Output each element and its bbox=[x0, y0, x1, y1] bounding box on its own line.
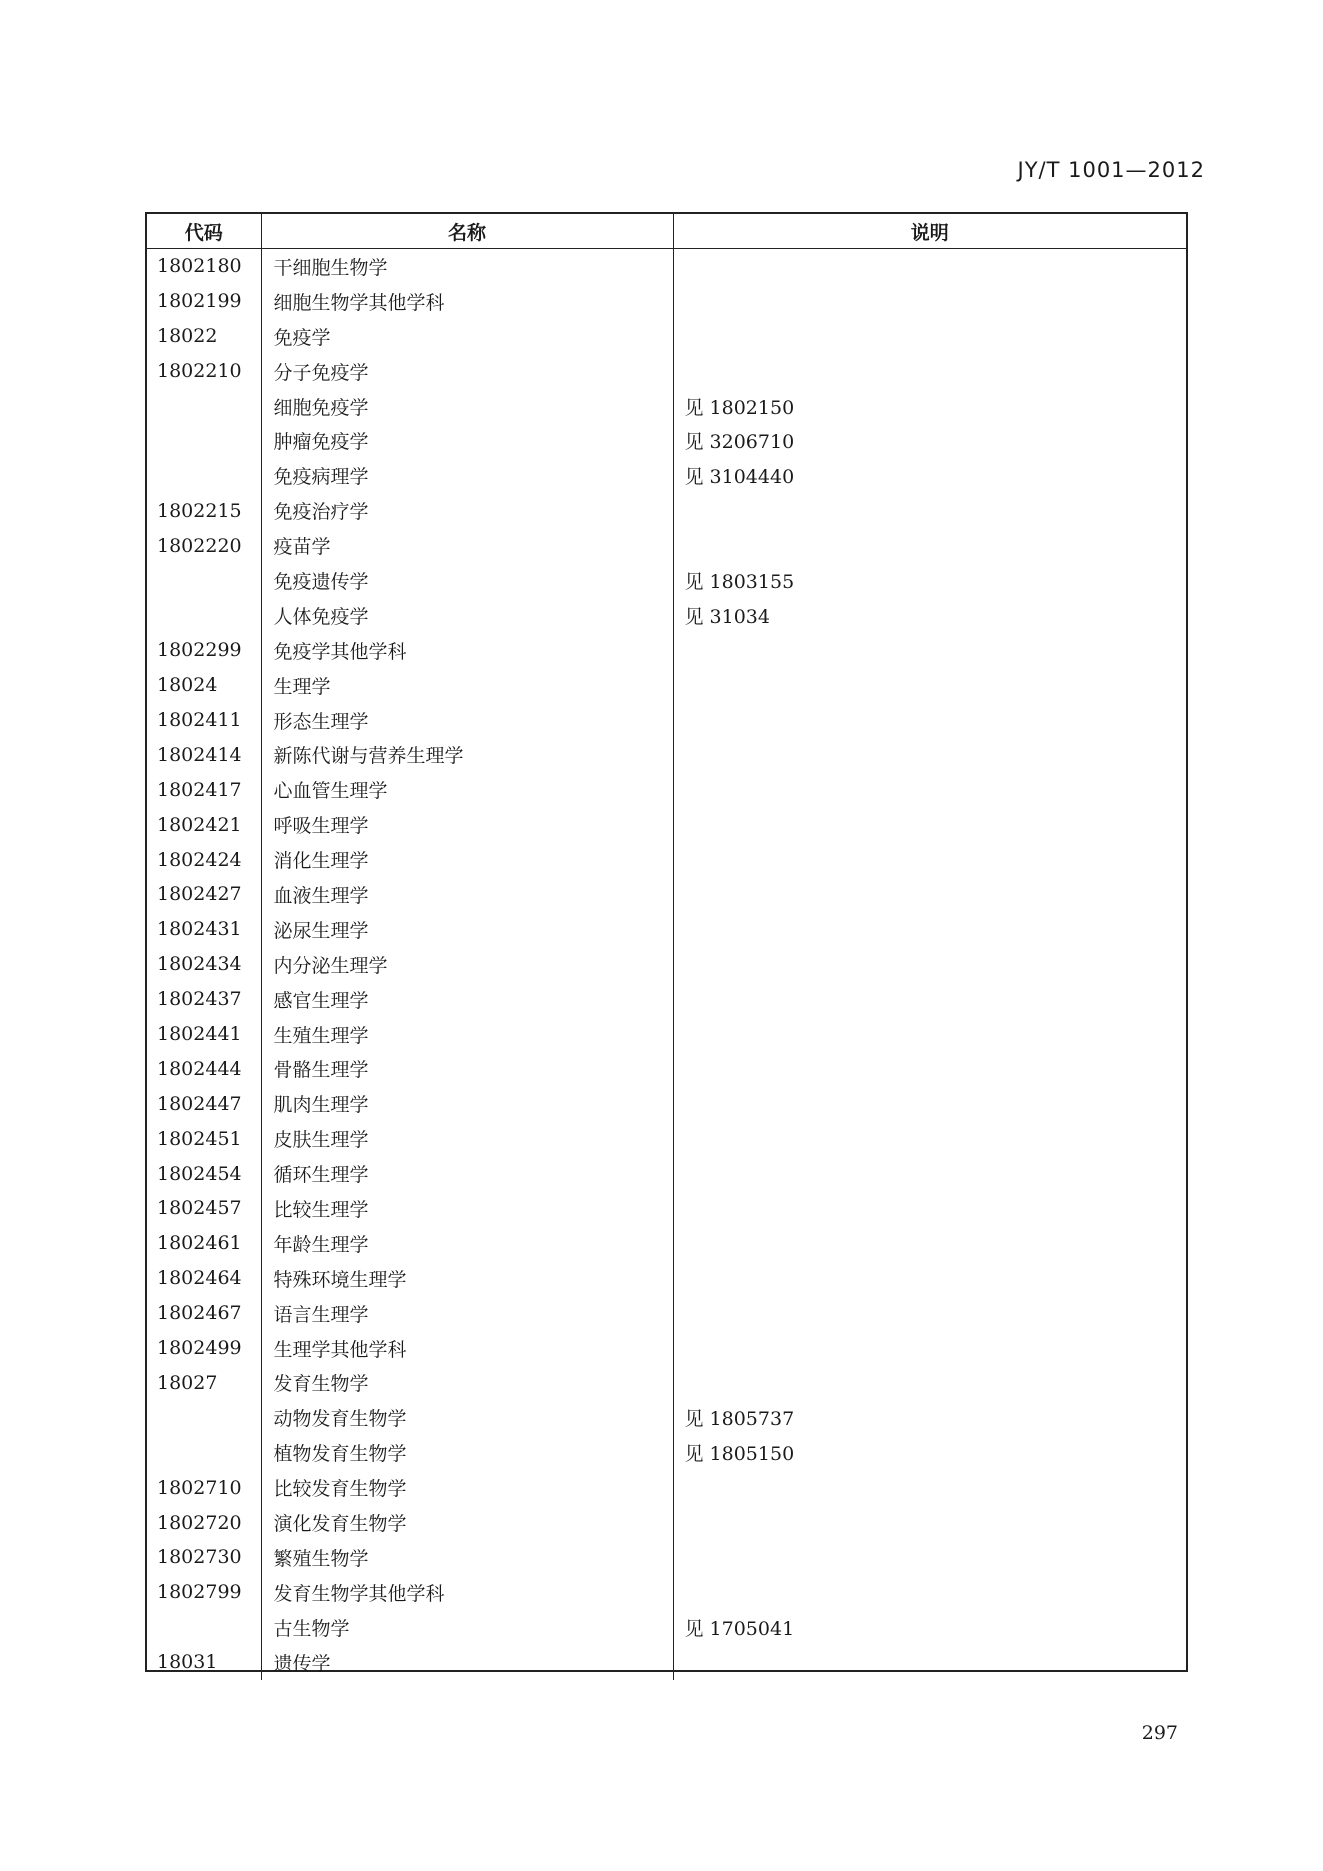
table-row bbox=[147, 598, 1186, 633]
cell-code: 1802215 bbox=[147, 493, 261, 528]
cell-code: 1802444 bbox=[147, 1051, 261, 1086]
cell-code: 1802180 bbox=[147, 249, 261, 284]
cell-name: 免疫治疗学 bbox=[261, 493, 673, 528]
table-row bbox=[147, 633, 1186, 668]
table-row bbox=[147, 493, 1186, 528]
column-header-note: 说明 bbox=[673, 214, 1186, 249]
cell-note bbox=[673, 1540, 1186, 1575]
cell-note bbox=[673, 1296, 1186, 1331]
cell-name: 遗传学 bbox=[261, 1645, 673, 1680]
cell-note: 见 1805150 bbox=[684, 1443, 795, 1466]
cell-name: 生理学 bbox=[261, 668, 673, 703]
cell-code: 1802424 bbox=[147, 842, 261, 877]
cell-code bbox=[147, 1435, 261, 1470]
cell-note bbox=[673, 1366, 1186, 1401]
standard-id: JY/T 1001—2012 bbox=[1017, 158, 1205, 182]
table-row bbox=[147, 807, 1186, 842]
table-row bbox=[147, 1505, 1186, 1540]
cell-note bbox=[673, 1121, 1186, 1156]
cell-name: 语言生理学 bbox=[261, 1296, 673, 1331]
cell-name: 免疫学其他学科 bbox=[261, 633, 673, 668]
cell-note bbox=[673, 493, 1186, 528]
cell-note bbox=[673, 912, 1186, 947]
cell-code: 1802441 bbox=[147, 1017, 261, 1052]
cell-code: 1802457 bbox=[147, 1191, 261, 1226]
table-row bbox=[147, 528, 1186, 563]
cell-name: 循环生理学 bbox=[261, 1156, 673, 1191]
cell-note bbox=[673, 737, 1186, 772]
cell-name: 特殊环境生理学 bbox=[261, 1261, 673, 1296]
cell-note bbox=[673, 1261, 1186, 1296]
cell-code bbox=[147, 458, 261, 493]
cell-name: 形态生理学 bbox=[261, 703, 673, 738]
cell-name: 细胞生物学其他学科 bbox=[261, 284, 673, 319]
cell-name: 比较生理学 bbox=[261, 1191, 673, 1226]
cell-name: 肌肉生理学 bbox=[261, 1086, 673, 1121]
table-row bbox=[147, 1575, 1186, 1610]
cell-name: 人体免疫学 bbox=[261, 598, 673, 633]
cell-code: 1802411 bbox=[147, 703, 261, 738]
table-row bbox=[147, 389, 1186, 424]
cell-note bbox=[673, 1645, 1186, 1680]
cell-name: 肿瘤免疫学 bbox=[261, 423, 673, 458]
cell-code: 1802431 bbox=[147, 912, 261, 947]
cell-name: 比较发育生物学 bbox=[261, 1470, 673, 1505]
cell-note bbox=[673, 1191, 1186, 1226]
cell-code: 1802464 bbox=[147, 1261, 261, 1296]
cell-code: 1802220 bbox=[147, 528, 261, 563]
cell-note bbox=[673, 1051, 1186, 1086]
cell-code: 1802421 bbox=[147, 807, 261, 842]
cell-note bbox=[673, 1086, 1186, 1121]
cell-code: 1802799 bbox=[147, 1575, 261, 1610]
table-row bbox=[147, 1400, 1186, 1435]
cell-note bbox=[673, 354, 1186, 389]
cell-name: 内分泌生理学 bbox=[261, 947, 673, 982]
cell-name: 细胞免疫学 bbox=[261, 389, 673, 424]
cell-name: 消化生理学 bbox=[261, 842, 673, 877]
cell-note bbox=[673, 633, 1186, 668]
cell-code: 1802454 bbox=[147, 1156, 261, 1191]
cell-name: 疫苗学 bbox=[261, 528, 673, 563]
cell-note: 见 3206710 bbox=[684, 431, 795, 454]
cell-name: 植物发育生物学 bbox=[261, 1435, 673, 1470]
cell-code: 18031 bbox=[147, 1645, 261, 1680]
cell-code: 1802427 bbox=[147, 877, 261, 912]
cell-note bbox=[673, 1017, 1186, 1052]
table-row bbox=[147, 1191, 1186, 1226]
cell-name: 泌尿生理学 bbox=[261, 912, 673, 947]
table-row bbox=[147, 1366, 1186, 1401]
cell-note: 见 1803155 bbox=[684, 570, 795, 593]
cell-name: 心血管生理学 bbox=[261, 772, 673, 807]
table-row bbox=[147, 737, 1186, 772]
cell-note bbox=[673, 703, 1186, 738]
cell-name: 动物发育生物学 bbox=[261, 1400, 673, 1435]
table-row bbox=[147, 563, 1186, 598]
table-header-row bbox=[147, 214, 1186, 249]
cell-name: 干细胞生物学 bbox=[261, 249, 673, 284]
table-row bbox=[147, 458, 1186, 493]
table-row bbox=[147, 1017, 1186, 1052]
cell-code: 1802417 bbox=[147, 772, 261, 807]
cell-code: 1802447 bbox=[147, 1086, 261, 1121]
cell-name: 免疫遗传学 bbox=[261, 563, 673, 598]
cell-note bbox=[673, 1226, 1186, 1261]
cell-name: 呼吸生理学 bbox=[261, 807, 673, 842]
cell-note bbox=[673, 249, 1186, 284]
table-row bbox=[147, 877, 1186, 912]
cell-code: 1802451 bbox=[147, 1121, 261, 1156]
cell-name: 生理学其他学科 bbox=[261, 1331, 673, 1366]
cell-code: 1802414 bbox=[147, 737, 261, 772]
table-row bbox=[147, 1331, 1186, 1366]
cell-note bbox=[673, 284, 1186, 319]
table-row bbox=[147, 1610, 1186, 1645]
table-row bbox=[147, 1051, 1186, 1086]
cell-code: 1802730 bbox=[147, 1540, 261, 1575]
cell-note bbox=[673, 877, 1186, 912]
cell-note bbox=[673, 1470, 1186, 1505]
cell-name: 血液生理学 bbox=[261, 877, 673, 912]
table-row bbox=[147, 772, 1186, 807]
cell-note bbox=[673, 1331, 1186, 1366]
table-row bbox=[147, 249, 1186, 284]
cell-code: 1802710 bbox=[147, 1470, 261, 1505]
cell-code: 18022 bbox=[147, 319, 261, 354]
cell-name: 分子免疫学 bbox=[261, 354, 673, 389]
page-number: 297 bbox=[1141, 1722, 1178, 1744]
cell-note bbox=[673, 807, 1186, 842]
cell-code bbox=[147, 1400, 261, 1435]
table-row bbox=[147, 842, 1186, 877]
cell-note bbox=[673, 1575, 1186, 1610]
table-row bbox=[147, 668, 1186, 703]
cell-name: 新陈代谢与营养生理学 bbox=[261, 737, 673, 772]
table-row bbox=[147, 354, 1186, 389]
cell-name: 骨骼生理学 bbox=[261, 1051, 673, 1086]
cell-name: 生殖生理学 bbox=[261, 1017, 673, 1052]
table-row bbox=[147, 703, 1186, 738]
table-row bbox=[147, 982, 1186, 1017]
cell-note bbox=[673, 1156, 1186, 1191]
cell-name: 发育生物学其他学科 bbox=[261, 1575, 673, 1610]
cell-code bbox=[147, 423, 261, 458]
table-row bbox=[147, 1121, 1186, 1156]
cell-note: 见 1802150 bbox=[684, 396, 795, 419]
cell-name: 免疫学 bbox=[261, 319, 673, 354]
cell-code: 1802461 bbox=[147, 1226, 261, 1261]
cell-note: 见 3104440 bbox=[684, 466, 795, 489]
cell-note bbox=[673, 772, 1186, 807]
cell-note bbox=[673, 842, 1186, 877]
cell-name: 年龄生理学 bbox=[261, 1226, 673, 1261]
table-row bbox=[147, 319, 1186, 354]
table-body bbox=[147, 249, 1186, 1680]
table-row bbox=[147, 1435, 1186, 1470]
table-row bbox=[147, 1261, 1186, 1296]
cell-name: 繁殖生物学 bbox=[261, 1540, 673, 1575]
cell-code: 1802467 bbox=[147, 1296, 261, 1331]
cell-name: 发育生物学 bbox=[261, 1366, 673, 1401]
table-row bbox=[147, 1540, 1186, 1575]
cell-note bbox=[673, 982, 1186, 1017]
table-row bbox=[147, 1296, 1186, 1331]
column-header-code: 代码 bbox=[147, 214, 261, 249]
table-row bbox=[147, 912, 1186, 947]
cell-name: 感官生理学 bbox=[261, 982, 673, 1017]
table-row bbox=[147, 1086, 1186, 1121]
cell-code: 18024 bbox=[147, 668, 261, 703]
table-row bbox=[147, 1470, 1186, 1505]
cell-code: 1802434 bbox=[147, 947, 261, 982]
cell-code: 1802437 bbox=[147, 982, 261, 1017]
cell-note bbox=[673, 947, 1186, 982]
cell-code bbox=[147, 389, 261, 424]
cell-note: 见 1805737 bbox=[684, 1408, 795, 1431]
cell-code: 1802210 bbox=[147, 354, 261, 389]
cell-note: 见 31034 bbox=[684, 605, 770, 628]
cell-name: 演化发育生物学 bbox=[261, 1505, 673, 1540]
table-row bbox=[147, 1226, 1186, 1261]
cell-note: 见 1705041 bbox=[684, 1617, 795, 1640]
cell-note bbox=[673, 1505, 1186, 1540]
cell-note bbox=[673, 668, 1186, 703]
discipline-code-table bbox=[145, 212, 1188, 1675]
table-row bbox=[147, 423, 1186, 458]
cell-note bbox=[673, 319, 1186, 354]
table-row bbox=[147, 1156, 1186, 1191]
cell-code: 1802499 bbox=[147, 1331, 261, 1366]
cell-code bbox=[147, 598, 261, 633]
table-row bbox=[147, 284, 1186, 319]
cell-code: 1802199 bbox=[147, 284, 261, 319]
cell-name: 免疫病理学 bbox=[261, 458, 673, 493]
cell-name: 古生物学 bbox=[261, 1610, 673, 1645]
cell-name: 皮肤生理学 bbox=[261, 1121, 673, 1156]
cell-code: 1802299 bbox=[147, 633, 261, 668]
table-row bbox=[147, 947, 1186, 982]
column-header-name: 名称 bbox=[261, 214, 673, 249]
cell-code: 1802720 bbox=[147, 1505, 261, 1540]
cell-note bbox=[673, 528, 1186, 563]
cell-code bbox=[147, 563, 261, 598]
table-row bbox=[147, 1645, 1186, 1680]
cell-code bbox=[147, 1610, 261, 1645]
cell-code: 18027 bbox=[147, 1366, 261, 1401]
